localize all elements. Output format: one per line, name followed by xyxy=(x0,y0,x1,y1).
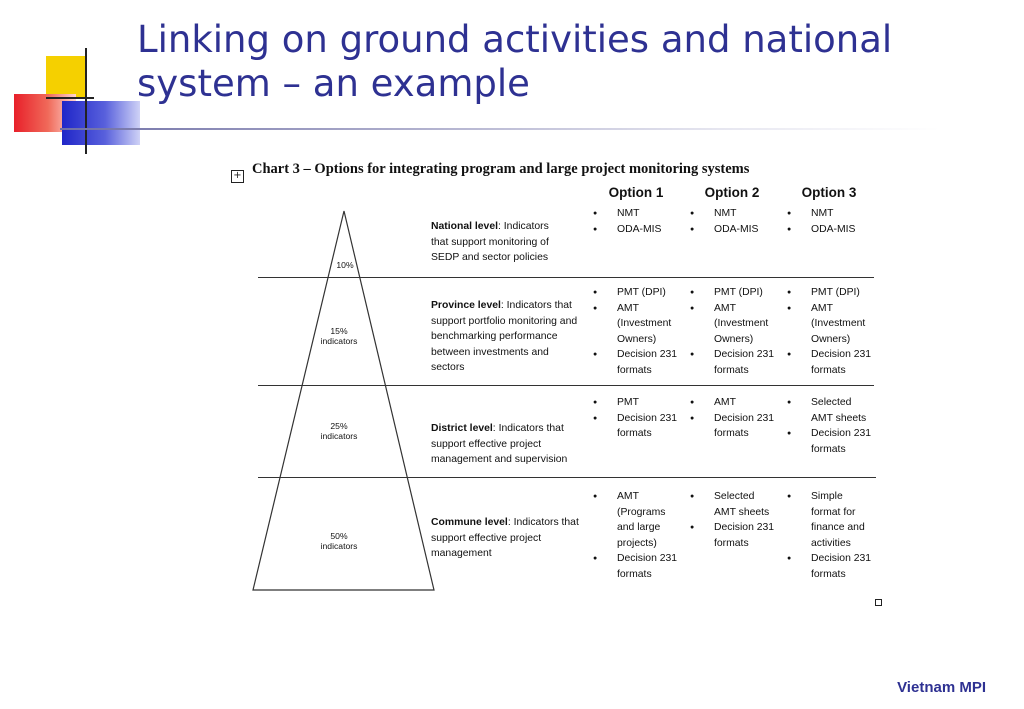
page-title xyxy=(137,18,997,106)
cell-commune-option-2 xyxy=(690,489,778,551)
level-desc: : Indicators that support effective project management xyxy=(431,517,579,559)
level-name: Commune level xyxy=(431,517,508,528)
list-item: ● Decision 231 formats xyxy=(690,411,778,442)
level-district xyxy=(431,421,579,468)
list-item: ● Decision 231 formats xyxy=(593,551,681,582)
row-divider-1 xyxy=(258,277,874,278)
deco-blue-square xyxy=(62,101,140,145)
pct-value: 25% xyxy=(330,421,348,431)
list-item: ● AMT xyxy=(690,395,778,411)
pct-value: 50% xyxy=(330,531,348,541)
list-item: ● NMT xyxy=(787,206,857,222)
list-item: ● PMT (DPI) xyxy=(787,285,875,301)
cell-national-option-1 xyxy=(593,206,663,237)
list-item: ● Decision 231 formats xyxy=(593,411,681,442)
list-item: ● Decision 231 formats xyxy=(787,551,875,582)
list-item: ● NMT xyxy=(690,206,760,222)
deco-horizontal-line xyxy=(46,97,94,99)
cell-province-option-3 xyxy=(787,285,875,379)
option-3-header: Option 3 xyxy=(801,185,857,200)
list-item: ● NMT xyxy=(593,206,663,222)
pct-label-district xyxy=(309,421,369,441)
option-2-header: Option 2 xyxy=(704,185,760,200)
cell-national-option-3 xyxy=(787,206,857,237)
level-name: National level xyxy=(431,221,498,232)
list-item: ● Decision 231 formats xyxy=(787,426,875,457)
cell-province-option-1 xyxy=(593,285,681,379)
level-name: Province level xyxy=(431,300,501,311)
list-item: ● Decision 231 formats xyxy=(787,347,875,378)
title-underline xyxy=(60,128,940,130)
list-item: ● ODA-MIS xyxy=(593,222,663,238)
pct-value: 15% xyxy=(330,326,348,336)
list-item: ● PMT (DPI) xyxy=(690,285,778,301)
deco-yellow-square xyxy=(46,56,86,98)
level-national xyxy=(431,219,566,266)
list-item: ● AMT (Investment Owners) xyxy=(593,301,681,348)
chart-title: Chart 3 – Options for integrating program and large project monitoring systems xyxy=(252,161,750,177)
level-desc: : Indicators that support monitoring of SEDP and sector policies xyxy=(431,221,549,263)
list-item: ● AMT (Programs and large projects) xyxy=(593,489,681,551)
expand-icon: + xyxy=(231,170,244,183)
list-item: ● Selected AMT sheets xyxy=(690,489,778,520)
level-desc: : Indicators that support portfolio monitoring and benchmarking performance between investments and sectors xyxy=(431,300,578,373)
cell-district-option-1 xyxy=(593,395,681,442)
row-divider-2 xyxy=(258,385,874,386)
cell-province-option-2 xyxy=(690,285,778,379)
option-1-header: Option 1 xyxy=(608,185,664,200)
pct-value: 10% xyxy=(336,260,354,270)
level-province xyxy=(431,298,583,376)
cell-national-option-2 xyxy=(690,206,760,237)
list-item: ● AMT (Investment Owners) xyxy=(787,301,875,348)
list-item: ● Decision 231 formats xyxy=(690,520,778,551)
page-title-line-2: system – an example xyxy=(137,62,530,105)
cell-commune-option-1 xyxy=(593,489,681,583)
list-item: ● ODA-MIS xyxy=(690,222,760,238)
list-item: ● Simple format for finance and activities xyxy=(787,489,875,551)
pct-label-commune xyxy=(309,531,369,551)
level-name: District level xyxy=(431,423,493,434)
level-commune xyxy=(431,515,579,562)
pct-label-province xyxy=(309,326,369,346)
list-item: ● ODA-MIS xyxy=(787,222,857,238)
level-desc: : Indicators that support effective project management and supervision xyxy=(431,423,568,465)
pct-sub: indicators xyxy=(320,431,358,441)
pct-label-national xyxy=(315,260,375,270)
list-item: ● Decision 231 formats xyxy=(593,347,681,378)
object-handle-icon xyxy=(875,599,882,606)
cell-commune-option-3 xyxy=(787,489,875,583)
list-item: ● AMT (Investment Owners) xyxy=(690,301,778,348)
list-item: ● PMT (DPI) xyxy=(593,285,681,301)
pct-sub: indicators xyxy=(320,541,358,551)
list-item: ● PMT xyxy=(593,395,681,411)
list-item: ● Decision 231 formats xyxy=(690,347,778,378)
cell-district-option-2 xyxy=(690,395,778,442)
list-item: ● Selected AMT sheets xyxy=(787,395,875,426)
row-divider-3 xyxy=(258,477,876,478)
deco-vertical-line xyxy=(85,48,87,154)
pct-sub: indicators xyxy=(320,336,358,346)
footer-brand: Vietnam MPI xyxy=(897,679,986,696)
page-title-line-1: Linking on ground activities and national xyxy=(137,18,893,61)
cell-district-option-3 xyxy=(787,395,875,457)
